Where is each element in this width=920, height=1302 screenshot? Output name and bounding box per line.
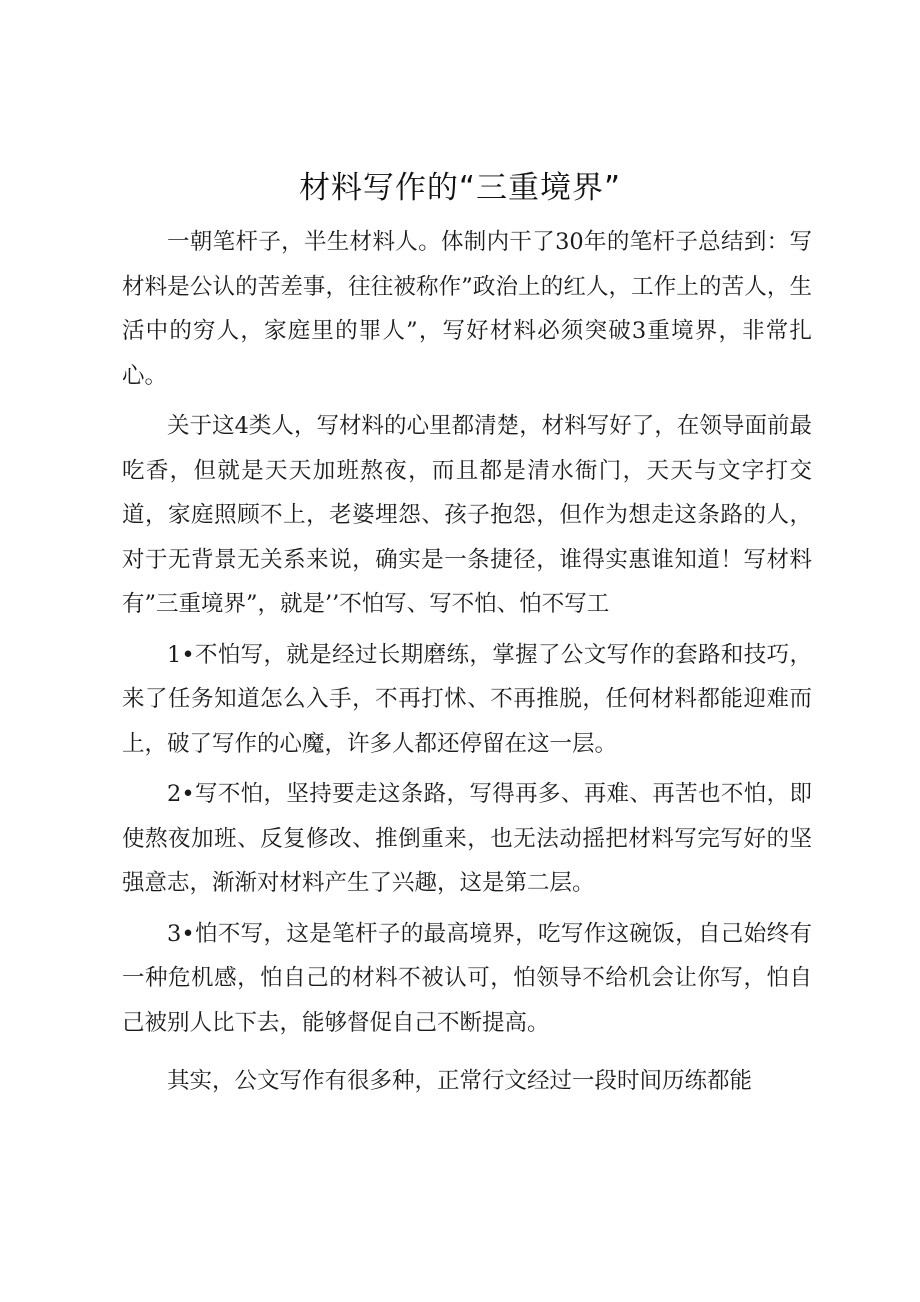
document-title: 材料写作的“三重境界”	[298, 170, 622, 206]
paragraph-conclusion: 其实，公文写作有很多种，正常行文经过一段时间历练都能	[167, 1068, 753, 1094]
paragraph-level-one: 1•不怕写，就是经过长期磨练，掌握了公文写作的套路和技巧，来了任务知道怎么入手，不再打怵、不再推脱，任何材料都能迎难而上，破了写作的心魔，许多人都还停留在这一层。	[122, 641, 812, 757]
paragraph-four-types: 关于这4类人，写材料的心里都清楚，材料写好了，在领导面前最吃香，但就是天天加班熬夜，而且都是清水衙门，天天与文字打交道，家庭照顾不上，老婆埋怨、孩子抱怨，但作为想走这条路的人，对于无背景无关系来说，确实是一条捷径，谁得实惠谁知道！写材料有”三重境界”，就是’’不怕写、写不怕、怕不写工	[122, 413, 812, 617]
paragraph-intro: 一朝笔杆子，半生材料人。体制内干了30年的笔杆子总结到：写材料是公认的苦差事，往往被称作”政治上的红人，工作上的苦人，生活中的穷人，家庭里的罪人”，写好材料必须突破3重境界，非常扎心。	[122, 229, 812, 389]
paragraph-level-three: 3•怕不写，这是笔杆子的最高境界，吃写作这碗饭，自己始终有一种危机感，怕自己的材料不被认可，怕领导不给机会让你写，怕自己被别人比下去，能够督促自己不断提高。	[122, 920, 812, 1036]
document-body	[122, 220, 812, 1104]
paragraph-level-two: 2•写不怕，坚持要走这条路，写得再多、再难、再苦也不怕，即使熬夜加班、反复修改、推倒重来，也无法动摇把材料写完写好的坚强意志，渐渐对材料产生了兴趣，这是第二层。	[122, 781, 812, 896]
